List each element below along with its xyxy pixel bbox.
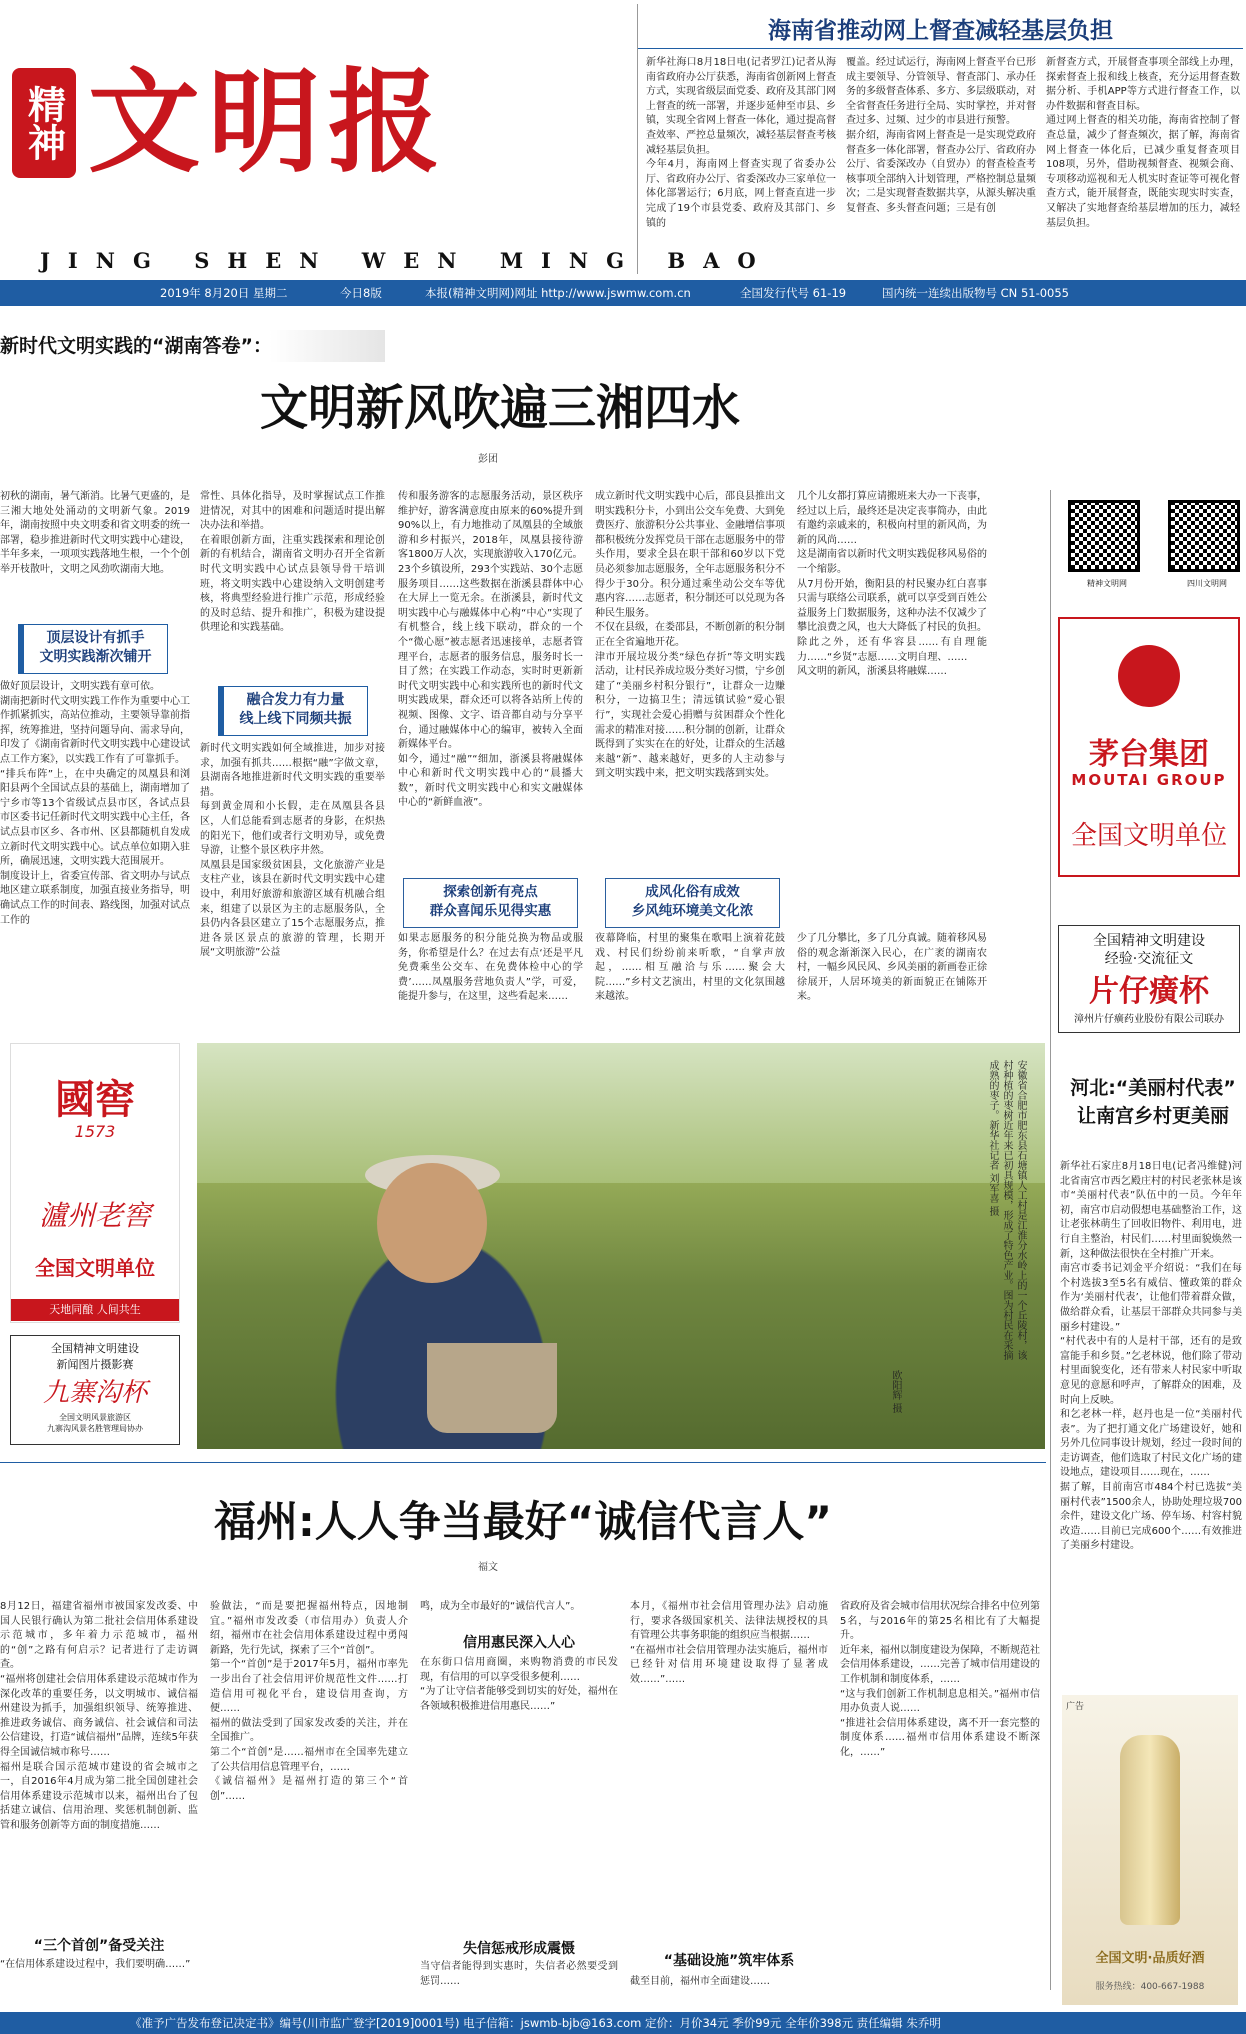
second-col2: 验做法，“而是要把握福州特点，因地制宜。”福州市发改委（市信用办）负责人介绍，福州市在社会信用体系建设过程中勇闯新路，先行先试，探索了三个“首创”。 第一个“首创”是于2017年5月，福州市率先一步出台了社会信用评价规范性文件……打造信用可视化平台，建设信用查询，方便…… 福州的做法受到了国家发改委的关注，并在全国推广。 第二个“首创”是……福州市在全国率先建立了公共信用信息管理平台，…… 《诚信福州》是福州打造的第三个“首创”…… <box>210 1601 408 1802</box>
jiuzhai-title: 九寨沟杯 <box>42 1378 147 1408</box>
lead-col4: 成立新时代文明实践中心后，邵良县推出文明实践积分卡，小到出公交车免费、大到免费医疗、旅游积分公共事业、金融增信事项都积极统分发挥党员干部在志愿服务中的带头作用，要求全县在职干部和60岁以下党员必须参加志愿服务，全年志愿服务积分不得少于30分。积分通过乘坐动公交车等优惠内容……志愿者，积分制还可以兑现为各种民生服务。 不仅在县级，在娄邵县，不断创新的积分制正在全省遍地开花。 津市开展垃圾分类“绿色存折”等文明实践活动，让村民养成垃圾分类好习惯，宁乡创建了“美丽乡村积分银行”，让群众一边赚积分，一边搞卫生；清远镇试验“爱心银行”，实现社会爱心捐赠与贫困群众个性化需求的精准对接……积分制的创新，让群众既得到了实实在在的好处，让群众的生活越来越“新”、越来越好，更多的人主动参与到文明实践中来，把文明实践落到实处。 <box>595 491 785 780</box>
pzh-sponsor: 漳州片仔癀药业股份有限公司联办 <box>1074 1014 1224 1025</box>
page-count: 今日8版 <box>340 286 382 300</box>
lead-col2: 常性、具体化指导，及时掌握试点工作推进情况，对其中的困难和问题适时提出解决办法和举措。 在着眼创新方面，注重实践探索和理论创新的有机结合，湖南省文明办召开全省新时代文明实践中心试点县领导骨干培训班，将文明实践中心建设纳入文明创建考核，将典型经验进行推广示范，形成经验的及时总结、提升和推广，积极为建设提供理论和实践基础。 <box>200 491 385 634</box>
divider <box>638 48 1243 49</box>
second-col1b: “在信用体系建设过程中，我们要明确……” <box>0 1959 191 1970</box>
sidebar-headline-1: 河北:“美丽村代表” <box>1070 1077 1236 1099</box>
jiuzhai-line1: 全国精神文明建设 <box>51 1342 139 1355</box>
info-bar <box>0 280 1246 306</box>
pinyin-title: JING SHEN WEN MING BAO <box>40 248 774 273</box>
qr-label-1: 精神文明网 <box>1087 579 1127 588</box>
ad-label: 广告 <box>1066 1702 1085 1712</box>
pzh-line2: 经验·交流征文 <box>1104 951 1194 967</box>
qr-label-2: 四川文明网 <box>1187 579 1227 588</box>
moutai-brand-en: MOUTAI GROUP <box>1071 771 1227 789</box>
lead-byline: 彭团 <box>478 454 498 465</box>
logo-seal: 精神 <box>12 68 76 178</box>
second-col4-sub: “基础设施”筑牢体系 <box>663 1953 795 1969</box>
footer-bar <box>0 2012 1246 2034</box>
lead-headline: 文明新风吹遍三湘四水 <box>259 380 740 436</box>
guojiao-title: 國窖 <box>55 1076 135 1123</box>
lead-col1b: 做好顶层设计，文明实践有章可依。 湖南把新时代文明实践工作作为重要中心工作抓紧抓实，高站位推动，主要领导靠前指挥，统筹推进，坚持问题导向、需求导向，印发了《湖南省新时代文明实践中心建设试点工作方案》，以实践工作有了可靠抓手。 “排兵布阵”上，在中央确定的凤凰县和浏阳县两个全国试点县的基础上，湖南增加了宁乡市等13个省级试点县市区，各试点县市区委书记任新时代文明实践中心主任，各试点县市区乡、各市州、区县都随机自发成立新时代文明实践中心。试点单位如期入驻所，确展迅速，文明实践大范围展开。 制度设计上，省委宣传部、省文明办与试点地区建立联系制度，加强直接业务指导，明确试点工作的时间表、路线图，加强对试点工作的 <box>0 681 190 926</box>
photo-basket <box>427 1343 557 1433</box>
newspaper-title: 文明报 <box>88 57 448 188</box>
section-divider <box>0 1462 1046 1463</box>
lead-col2b: 新时代文明实践如何全域推进，加步对接求，加强有抓共……根据“融”字做文章，县湖南各地推进新时代文明实践的重要举措。 每到黄金周和小长假，走在凤凰县各县区，人们总能看到志愿者的身影，在炽热的阳光下，他们或者行文明劝导，或免费导游，让整个景区秩序井然。 凤凰县是国家级贫困县，文化旅游产业是支柱产业，该县在新时代文明实践中心建设中，利用好旅游和旅游区域有机融合组来，组建了以景区为主的志愿服务队，全县仍内各县区建立了15个志愿服务点，推进各景区景点的旅游的管理，长期开展“文明旅游”公益 <box>200 743 385 959</box>
second-col1-sub: “三个首创”备受关注 <box>33 1938 165 1954</box>
lead-col5: 几个儿女都打算应请搬班来大办一下丧事，经过以上后，最终还是决定丧事简办，由此有邀约亲戚来的，积极向村里的新风尚，为新的风尚…… 这是湖南省以新时代文明实践促移风易俗的一个缩影。 从7月份开始，衡阳县的村民聚办红白喜事只需与联络公司联系，就可以享受到百姓公益服务上门数据服务，这种办法不仅减少了攀比浪费之风，也大大降低了村民的负担。除此之外，还有华容县……有自理能力……“乡贤”志愿……文明自理、…… 风文明的新风，浙溪县将融媒…… <box>797 491 987 678</box>
lead-col3: 传和服务游客的志愿服务活动，景区秩序维护好，游客满意度由原来的60%提升到90%以上，有力地推动了凤凰县的全域旅游和乡村振兴，2018年，凤凰县接待游客1800万人次，实现旅游收入170亿元。 23个乡镇设所，293个实践站、30个志愿服务项目……这些数据在浙溪县群体中心在大屏上一览无余。在浙溪县，新时代文明实践中心与融媒体中心构“中心”实现了有机整合，线上线下联动，群众的一个个“微心愿”被志愿者迅速接单，志愿者管理平台，志愿者的服务信息，服务时长一目了然；在实践工作动态，实时时更新新时代文明实践中心和实践所也的新时代文明实践成果，群众还可以将各站所上传的视频、图像、文字、语音都自动与分享平台，通过融媒体中心的编审，被转入全面新媒体平台。 如今，通过“融”“细加，浙溪县将融媒体中心和新时代文明实践中心的“晨播大数”，新时代文明实践中心和实文融媒体中心的“新鲜血液”。 <box>398 491 583 809</box>
lead-subhead3: 探索创新有亮点 群众喜闻乐见得实惠 <box>403 878 578 928</box>
second-headline: 福州:人人争当最好“诚信代言人” <box>213 1497 832 1546</box>
second-byline: 福文 <box>478 1562 498 1573</box>
lead-col5b: 少了几分攀比，多了几分真诚。随着移风易俗的观念渐渐深入民心，在广袤的湖南农村，一幅乡风民风、乡风美丽的新画卷正徐徐展开，人居环境美的新面貌正在铺陈开来。 <box>797 933 987 1003</box>
lead-col4b: 夜幕降临，村里的聚集在歌唱上演着花鼓戏、村民们纷纷前来听歌，“自掌声放起，……相互融洽与乐……聚会大院……”乡村文艺演出，村里的文化氛围越来越浓。 <box>595 933 785 1003</box>
issue-date: 2019年 8月20日 星期二 <box>160 286 288 300</box>
second-col3-sub2: 失信惩戒形成震慑 <box>463 1941 575 1957</box>
second-col5: 省政府及省会城市信用状况综合排名中位列第5名，与2016年的第25名相比有了大幅提升。 近年来，福州以制度建设为保障，不断规范社会信用体系建设，……完善了城市信用建设的工作机制和制度体系，…… “这与我们创新工作机制息息相关。”福州市信用办负责人说…… “推进社会信用体系建设，离不开一套完整的制度体系……福州市信用体系建设不断深化，……” <box>840 1601 1040 1758</box>
second-col3b: 在东街口信用商圈，来购物消费的市民发现，有信用的可以享受很多便利…… “为了让守信者能够受到切实的好处，福州在各领域积极推进信用惠民……” <box>420 1657 618 1712</box>
footer-text: 《准予广告发布登记决定书》编号(川市监广登字[2019]0001号) 电子信箱：jswmb-bjb@163.com 定价：月价34元 季价99元 全年价398元 责任编辑 朱乔明 <box>130 2016 941 2030</box>
pzh-line1: 全国精神文明建设 <box>1093 933 1205 949</box>
photo-credit: 欧阳辉 摄 <box>890 1370 901 1414</box>
guojiao-year: 1573 <box>74 1122 116 1141</box>
jiuzhai-ad[interactable] <box>10 1335 180 1445</box>
top-story-col2: 覆盖。经过试运行，海南网上督查平台已形成主要领导、分管领导、督查部门、承办任务的多级督查体系、多方、多层级联动，对全省督查任务进行全局、实时掌控，并对督查过多、过频、过少的市县进行预警。 据介绍，海南省网上督查是一是实现党政府督查多一体化部署，督查办公厅、省政府办公厅、省委深改办（自贸办）的督查检查考核事项全部纳入计划管理，严格控制总量频次；二是实现督查数据共享，从源头解决重复督查、多头督查问题；三是有创 <box>846 57 1036 214</box>
pzh-brand: 片仔癀杯 <box>1089 974 1209 1009</box>
top-story-box <box>637 4 1242 274</box>
qr-code-2[interactable] <box>1168 500 1240 572</box>
website-link[interactable]: 本报(精神文明网)网址 http://www.jswmw.com.cn <box>425 286 691 300</box>
lead-kicker: 新时代文明实践的“湖南答卷”： <box>0 335 272 357</box>
second-col4: 本月，《福州市社会信用管理办法》启动施行，要求各级国家机关、法律法规授权的具有管理公共事务职能的组织应当根据…… “在福州市社会信用管理办法实施后，福州市已经针对信用环境建设取得了显著成效……”…… <box>630 1601 828 1685</box>
top-story-col1: 新华社海口8月18日电(记者罗江)记者从海南省政府办公厅获悉，海南省创新网上督查方式，实现省级层面党委、政府及其部门网上督查的统一部署，并逐步延伸至市县、乡镇，实现全省网上督查一体化，通过提高督查效率、严控总量频次，减轻基层督查考核减轻基层负担。 今年4月，海南网上督查实现了省委办公厅、省政府办公厅、省委深改办三家单位一体化部署运行；6月底，网上督查直进一步完成了19个市县党委、政府及其部门、乡镇的 <box>646 57 836 229</box>
guojiao-ad[interactable] <box>10 1043 180 1323</box>
qr-code-1[interactable] <box>1068 500 1140 572</box>
second-col3: 鸣，成为全市最好的“诚信代言人”。 <box>420 1601 581 1612</box>
second-col3-sub: 信用惠民深入人心 <box>463 1635 575 1651</box>
moutai-logo-icon <box>1118 645 1180 707</box>
lead-col3b: 如果志愿服务的积分能兑换为物品或服务，你希望是什么？在过去有点‘还是平凡免费乘坐公交车、在免费体检中心的学费’……凤凰服务营地负责人”学，可爱，能提升参与，在这里，这些看起来…… <box>398 933 583 1003</box>
moutai-tag: 全国文明单位 <box>1070 821 1227 851</box>
issue-code: 全国发行代号 61-19 <box>740 286 847 300</box>
moutai-ad[interactable] <box>1058 617 1240 877</box>
guojiao-slogan: 天地同酿 人间共生 <box>11 1299 179 1321</box>
lead-subhead2: 融合发力有力量 线上线下同频共振 <box>218 686 368 736</box>
second-col4b: 截至目前，福州市全面建设…… <box>630 1976 770 1987</box>
photo-farmer-head <box>377 1163 487 1283</box>
second-col3c: 当守信者能得到实惠时，失信者必然要受到惩罚…… <box>420 1961 618 1987</box>
jiuzhai-sub: 全国文明风景旅游区 九寨沟风景名胜管理局协办 <box>47 1413 143 1433</box>
guojiao-brand: 瀘州老窖 <box>38 1199 151 1232</box>
baijiu-ad[interactable] <box>1062 1695 1238 2005</box>
moutai-brand: 茅台集团 <box>1089 737 1209 772</box>
top-story-headline: 海南省推动网上督查减轻基层负担 <box>768 18 1113 44</box>
lead-subhead4: 成风化俗有成效 乡风纯环境美文化浓 <box>605 878 780 928</box>
top-story-col3: 新督查方式，开展督查事项全部线上办理，探索督查上报和线上核查，充分运用督查数据分析、手机APP等方式进行督查工作，以办件数据和督查目标。 通过网上督查的相关功能，海南省控制了督查总量，减少了督查频次，据了解，海南省网上督查一体化后，已减少重复督查项目108项，另外，借助视频督查、视频会商、专项移动巡视和无人机实时查证等可视化督查方式，能开展督查，既能实现实时实查，又解决了实地督查给基层增加的压力，减轻基层负担。 <box>1046 57 1240 229</box>
masthead-logo <box>12 57 448 188</box>
sidebar-story-text: 新华社石家庄8月18日电(记者冯维健)河北省南宫市西乞殿庄村的村民老张林是该市“美丽村代表”队伍中的一员。今年年初，南宫市启动假想电基础整治工作，这让老张林萌生了回收旧物件、利用电，进行自主整治，村民们……村里面貌焕然一新，这种做法很快在全村推广开来。 南宫市委书记刘金平介绍说：“我们在每个村选拔3至5名有威信、懂政策的群众作为‘美丽村代表’，让他们带着群众做，做给群众看，让基层干部群众共同参与美丽乡村建设。” “村代表中有的人是村干部，还有的是致富能手和乡贤。”乞老林说，他们除了带动村里面貌变化，还有带来人村民家中听取意见的意愿和呼声，了解群众的困难，及时向上反映。 和乞老林一样，赵丹也是一位“美丽村代表”。为了把打通文化广场建设好，她和另外几位同事设计规划，经过一段时间的走访调查，他们选取了村民文化广场的建设地点，建设项目……现在，…… 据了解，目前南宫市484个村已选拔“美丽村代表”1500余人，协助处理垃圾700余件，建设文化广场、停车场、村容村貌改造……目前已完成600个……有效推进了美丽乡村建设。 <box>1060 1161 1242 1552</box>
lead-col1: 初秋的湖南，暑气渐消。比暑气更盛的，是三湘大地处处涌动的文明新气象。2019年，湖南按照中央文明委和省文明委的统一部署，稳步推进新时代文明实践中心建设，半年多来，一项项实践落地生根，一个个创举开枝散叶，文明之风劲吹湖南大地。 <box>0 491 190 575</box>
baijiu-slogan: 全国文明·品质好酒 <box>1095 1951 1205 1966</box>
cn-number: 国内统一连续出版物号 CN 51-0055 <box>882 286 1069 300</box>
second-col1: 8月12日，福建省福州市被国家发改委、中国人民银行确认为第二批社会信用体系建设示范城市，多年着力示范城市，福州的“创”之路有何启示？记者进行了走访调查。 “福州将创建社会信用体系建设示范城市作为深化改革的重要任务，以文明城市、诚信福州建设为抓手，加强组织领导、统筹推进、推进政务诚信、商务诚信、社会诚信和司法公信建设，打造“诚信福州”品牌，连续5年获得全国诚信城市称号…… 福州是联合国示范城市建设的省会城市之一，自2016年4月成为第二批全国创建社会信用体系建设示范城市以来，福州出台了包括建立诚信、信用治理、奖惩机制创新、监管和服务创新等方面的制度措施…… <box>0 1601 198 1831</box>
pianzaihuang-ad[interactable] <box>1058 925 1240 1033</box>
jiuzhai-line2: 新闻图片摄影赛 <box>56 1358 134 1371</box>
photo-caption: 安徽省合肥市肥东县石塘镇人工村是江淮分水岭上的一个丘陵村，该村种植的枣树近年来已初具规模，形成了特色产业。图为村民在采摘成熟的枣子。新华社记者 刘军喜 摄 <box>987 1060 1026 1360</box>
guojiao-tag: 全国文明单位 <box>35 1256 155 1280</box>
sidebar-headline-2: 让南宫乡村更美丽 <box>1076 1105 1229 1127</box>
baijiu-phone: 服务热线：400-667-1988 <box>1095 1982 1205 1992</box>
lead-subhead1: 顶层设计有抓手 文明实践渐次铺开 <box>18 624 168 674</box>
bottle-icon <box>1120 1735 1180 1925</box>
sidebar-divider <box>1050 490 1051 1990</box>
